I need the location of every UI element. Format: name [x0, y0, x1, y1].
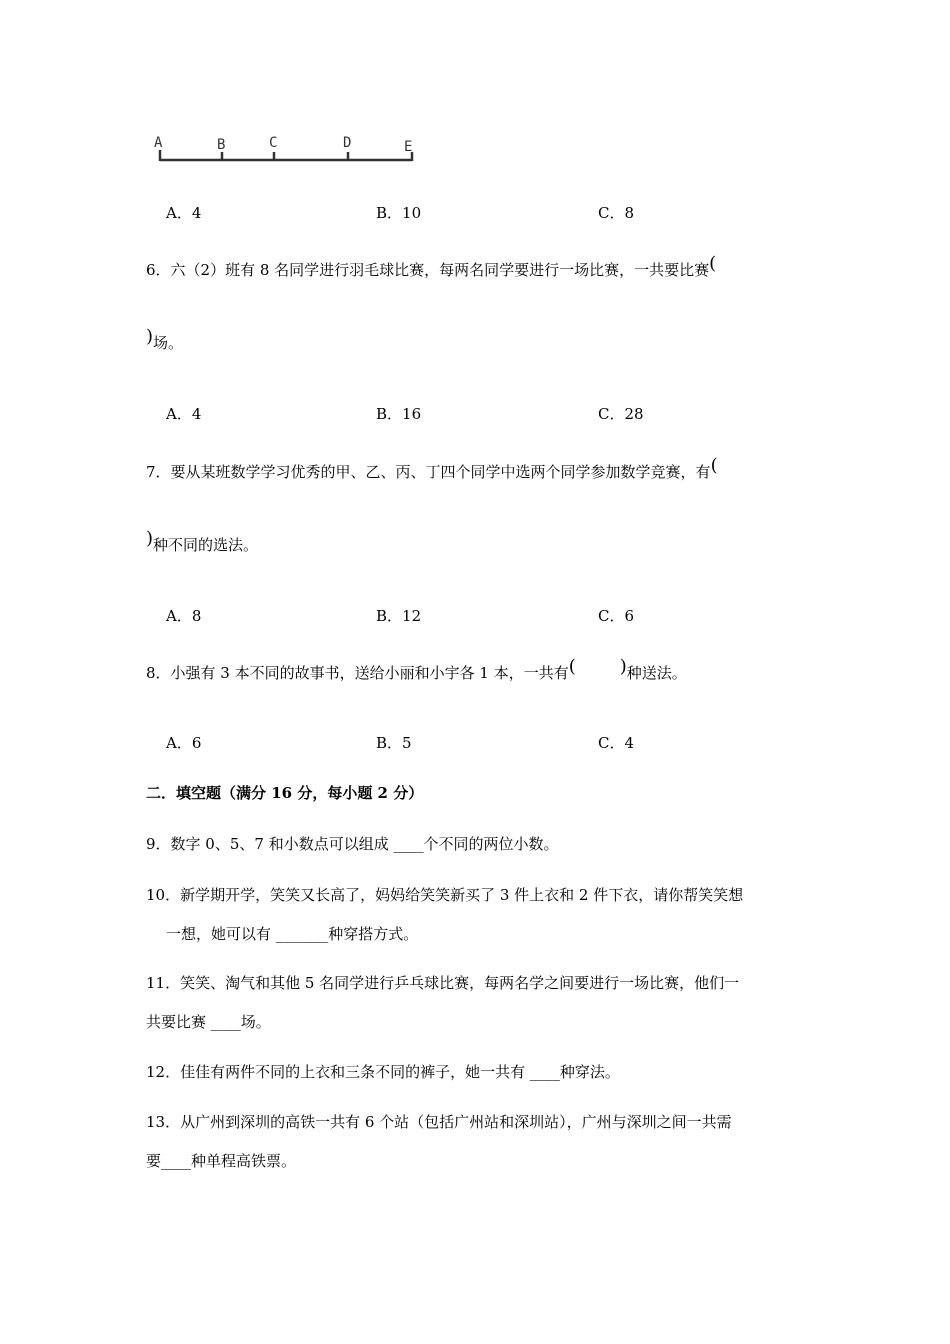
q8-text-before: 8．小强有 3 本不同的故事书，送给小丽和小宇各 1 本，一共有 [146, 664, 569, 682]
q5-option-a: A．4 [166, 204, 202, 222]
point-label-a: A [154, 135, 163, 151]
q7-question-cont [146, 528, 259, 554]
q10-line1: 10．新学期开学，笑笑又长高了，妈妈给笑笑新买了 3 件上衣和 2 件下衣，请你帮笑笑想 [146, 886, 744, 904]
point-label-b: B [217, 137, 226, 153]
point-label-e: E [404, 139, 413, 155]
q7-paren-close: ) [146, 528, 154, 549]
q7-option-a: A．8 [166, 607, 202, 625]
q6-line1: 6．六（2）班有 8 名同学进行羽毛球比赛，每两名同学要进行一场比赛，一共要比赛 [146, 261, 710, 279]
q8-question [146, 656, 687, 682]
q11-line1: 11．笑笑、淘气和其他 5 名同学进行乒乓球比赛，每两名学之间要进行一场比赛，他们一 [146, 974, 740, 992]
q7-question [146, 455, 718, 481]
q7-paren-open: ( [710, 455, 718, 476]
q5-option-b: B．10 [376, 204, 422, 222]
point-label-c: C [269, 135, 278, 151]
q8-option-a: A．6 [166, 734, 202, 752]
q11-line2: 共要比赛 ____场。 [146, 1013, 271, 1031]
line-segment-figure [150, 128, 420, 170]
q6-option-c: C．28 [598, 405, 644, 423]
point-label-d: D [343, 135, 352, 151]
section-2-heading: 二．填空题（满分 16 分，每小题 2 分） [146, 784, 424, 802]
q12-question: 12．佳佳有两件不同的上衣和三条不同的裤子，她一共有 ____种穿法。 [146, 1063, 620, 1081]
q8-paren-close: ) [619, 656, 627, 677]
q6-question-cont [146, 326, 184, 352]
q13-line2: 要____种单程高铁票。 [146, 1152, 297, 1170]
q6-option-b: B．16 [376, 405, 422, 423]
q6-line2: 场。 [153, 334, 184, 352]
q7-option-b: B．12 [376, 607, 422, 625]
q8-paren-open: ( [568, 656, 576, 677]
q8-text-after: 种送法。 [626, 664, 687, 682]
q6-option-a: A．4 [166, 405, 202, 423]
q6-question [146, 253, 717, 279]
q10-line2: 一想，她可以有 _______种穿搭方式。 [166, 925, 419, 943]
q7-line2: 种不同的选法。 [153, 536, 259, 554]
q13-line1: 13．从广州到深圳的高铁一共有 6 个站（包括广州站和深圳站），广州与深圳之间一共需 [146, 1113, 732, 1131]
q6-paren-close: ) [146, 326, 154, 347]
q5-option-c: C．8 [598, 204, 635, 222]
q9-question: 9．数字 0、5、7 和小数点可以组成 ____个不同的两位小数。 [146, 835, 559, 853]
q7-option-c: C．6 [598, 607, 635, 625]
q6-paren-open: ( [709, 253, 717, 274]
q7-line1: 7．要从某班数学学习优秀的甲、乙、丙、丁四个同学中选两个同学参加数学竞赛，有 [146, 463, 711, 481]
q8-option-c: C．4 [598, 734, 635, 752]
q8-option-b: B．5 [376, 734, 412, 752]
